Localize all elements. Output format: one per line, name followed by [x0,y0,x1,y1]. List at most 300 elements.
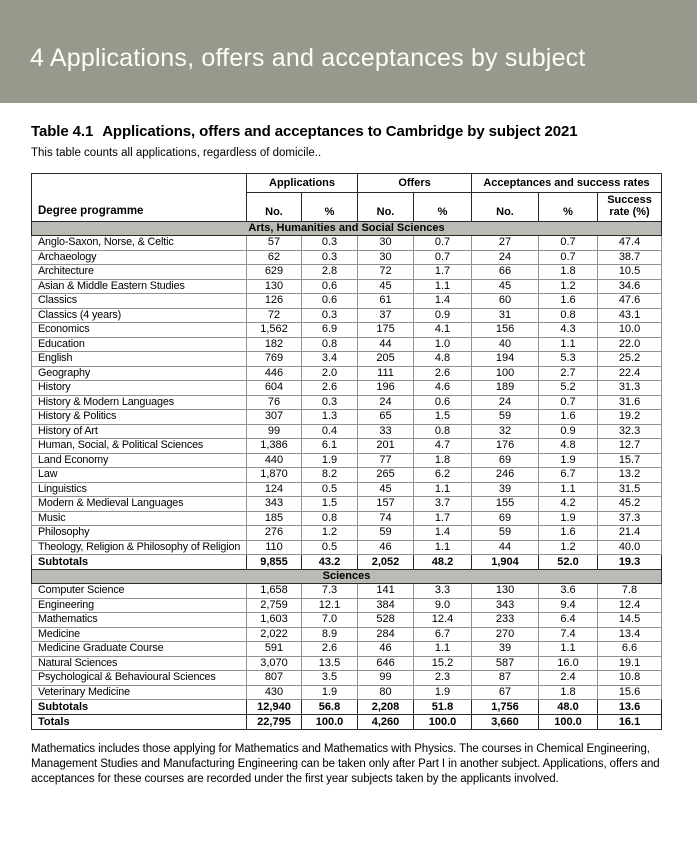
value-cell: 1,756 [472,700,539,715]
degree-programme-cell: Engineering [32,598,247,613]
value-cell: 196 [358,381,414,396]
value-cell: 8.9 [302,627,358,642]
degree-programme-cell: Human, Social, & Political Sciences [32,439,247,454]
value-cell: 2.0 [302,366,358,381]
value-cell: 0.9 [414,308,472,323]
section-title: Arts, Humanities and Social Sciences [32,222,662,236]
col-header-success-rate: Success rate (%) [598,193,662,222]
value-cell: 6.2 [414,468,472,483]
col-header-applications-no: No. [247,193,302,222]
value-cell: 9,855 [247,555,302,570]
value-cell: 60 [472,294,539,309]
value-cell: 126 [247,294,302,309]
value-cell: 57 [247,236,302,251]
value-cell: 43.2 [302,555,358,570]
page-banner [0,0,697,103]
value-cell: 69 [472,511,539,526]
value-cell: 1.9 [539,453,598,468]
value-cell: 13.6 [598,700,662,715]
table-row [32,395,662,410]
value-cell: 0.7 [539,236,598,251]
value-cell: 0.3 [302,236,358,251]
value-cell: 0.3 [302,308,358,323]
value-cell: 6.7 [414,627,472,642]
value-cell: 7.3 [302,584,358,599]
value-cell: 141 [358,584,414,599]
value-cell: 0.9 [539,424,598,439]
value-cell: 4.7 [414,439,472,454]
value-cell: 3.6 [539,584,598,599]
value-cell: 604 [247,381,302,396]
subtotal-row [32,555,662,570]
value-cell: 2.6 [302,381,358,396]
value-cell: 1.8 [539,265,598,280]
value-cell: 233 [472,613,539,628]
table-row [32,497,662,512]
value-cell: 4.1 [414,323,472,338]
degree-programme-cell: Classics [32,294,247,309]
degree-programme-cell: History & Modern Languages [32,395,247,410]
value-cell: 30 [358,250,414,265]
value-cell: 1,562 [247,323,302,338]
value-cell: 2.7 [539,366,598,381]
table-row [32,308,662,323]
value-cell: 7.4 [539,627,598,642]
value-cell: 1,386 [247,439,302,454]
value-cell: 528 [358,613,414,628]
value-cell: 0.5 [302,540,358,555]
value-cell: 155 [472,497,539,512]
value-cell: 66 [472,265,539,280]
table-title [31,123,697,140]
value-cell: 22.4 [598,366,662,381]
table-row [32,685,662,700]
table-title-text: Applications, offers and acceptances to Cambridge by subject 2021 [102,123,578,140]
value-cell: 100.0 [414,715,472,730]
table-row [32,540,662,555]
table-row [32,366,662,381]
degree-programme-cell: History [32,381,247,396]
table-row [32,352,662,367]
value-cell: 1,603 [247,613,302,628]
value-cell: 343 [472,598,539,613]
value-cell: 1,658 [247,584,302,599]
value-cell: 22,795 [247,715,302,730]
value-cell: 30 [358,236,414,251]
degree-programme-cell: Linguistics [32,482,247,497]
value-cell: 24 [358,395,414,410]
value-cell: 2,208 [358,700,414,715]
degree-programme-cell: Medicine [32,627,247,642]
value-cell: 0.8 [539,308,598,323]
value-cell: 156 [472,323,539,338]
value-cell: 1.2 [302,526,358,541]
table-row [32,337,662,352]
table-row [32,236,662,251]
value-cell: 124 [247,482,302,497]
value-cell: 31 [472,308,539,323]
degree-programme-cell: Natural Sciences [32,656,247,671]
value-cell: 9.0 [414,598,472,613]
value-cell: 1.4 [414,294,472,309]
value-cell: 175 [358,323,414,338]
value-cell: 33 [358,424,414,439]
acceptances-group-header: Acceptances and success rates [472,174,662,193]
value-cell: 0.3 [302,250,358,265]
degree-programme-cell: History of Art [32,424,247,439]
value-cell: 1.6 [539,410,598,425]
value-cell: 0.5 [302,482,358,497]
value-cell: 31.3 [598,381,662,396]
value-cell: 31.6 [598,395,662,410]
value-cell: 1.5 [302,497,358,512]
value-cell: 646 [358,656,414,671]
value-cell: 185 [247,511,302,526]
value-cell: 1.1 [539,642,598,657]
value-cell: 0.8 [302,511,358,526]
value-cell: 0.6 [414,395,472,410]
value-cell: 4.6 [414,381,472,396]
value-cell: 10.0 [598,323,662,338]
value-cell: 14.5 [598,613,662,628]
value-cell: 1.6 [539,526,598,541]
table-row [32,381,662,396]
value-cell: 1.1 [414,279,472,294]
degree-programme-cell: Economics [32,323,247,338]
value-cell: 6.4 [539,613,598,628]
value-cell: 47.6 [598,294,662,309]
value-cell: 1.1 [539,482,598,497]
value-cell: 46 [358,540,414,555]
value-cell: 19.1 [598,656,662,671]
value-cell: 39 [472,482,539,497]
degree-programme-cell: Modern & Medieval Languages [32,497,247,512]
value-cell: 0.6 [302,279,358,294]
value-cell: 201 [358,439,414,454]
value-cell: 12,940 [247,700,302,715]
value-cell: 1.8 [539,685,598,700]
value-cell: 43.1 [598,308,662,323]
value-cell: 6.1 [302,439,358,454]
value-cell: 100.0 [539,715,598,730]
value-cell: 0.7 [414,250,472,265]
totals-row [32,715,662,730]
value-cell: 44 [358,337,414,352]
value-cell: 1.9 [302,685,358,700]
value-cell: 194 [472,352,539,367]
value-cell: 48.2 [414,555,472,570]
table-header [32,174,662,222]
footnote: Mathematics includes those applying for Mathematics and Mathematics with Physics. The courses in Chemical Engineering, Management Studies and Manufacturing Engineering can be taken only after Part I in another subject. Applications, offers and acceptances for these courses are recorded under the first year subjects taken by the applicants involved. [31,743,660,785]
section-header-row [32,570,662,584]
value-cell: 384 [358,598,414,613]
value-cell: 2.3 [414,671,472,686]
value-cell: 343 [247,497,302,512]
value-cell: 45 [358,482,414,497]
degree-programme-cell: Veterinary Medicine [32,685,247,700]
value-cell: 3.3 [414,584,472,599]
value-cell: 21.4 [598,526,662,541]
table-row [32,424,662,439]
value-cell: 1.5 [414,410,472,425]
value-cell: 5.2 [539,381,598,396]
value-cell: 1.3 [302,410,358,425]
value-cell: 69 [472,453,539,468]
value-cell: 19.3 [598,555,662,570]
applications-table [31,173,662,730]
degree-programme-cell: Geography [32,366,247,381]
col-header-offers-pct: % [414,193,472,222]
value-cell: 3,660 [472,715,539,730]
value-cell: 1.1 [414,642,472,657]
value-cell: 2,759 [247,598,302,613]
value-cell: 74 [358,511,414,526]
value-cell: 4,260 [358,715,414,730]
degree-programme-header: Degree programme [32,174,247,222]
table-row [32,511,662,526]
value-cell: 24 [472,395,539,410]
table-row [32,439,662,454]
value-cell: 24 [472,250,539,265]
value-cell: 2,052 [358,555,414,570]
value-cell: 6.6 [598,642,662,657]
value-cell: 38.7 [598,250,662,265]
degree-programme-cell: Subtotals [32,555,247,570]
value-cell: 40 [472,337,539,352]
value-cell: 37.3 [598,511,662,526]
value-cell: 5.3 [539,352,598,367]
col-header-acceptances-pct: % [539,193,598,222]
table-row [32,642,662,657]
value-cell: 40.0 [598,540,662,555]
value-cell: 2.8 [302,265,358,280]
degree-programme-cell: Medicine Graduate Course [32,642,247,657]
value-cell: 16.0 [539,656,598,671]
value-cell: 7.0 [302,613,358,628]
value-cell: 1.8 [414,453,472,468]
value-cell: 3,070 [247,656,302,671]
value-cell: 157 [358,497,414,512]
value-cell: 62 [247,250,302,265]
degree-programme-cell: Education [32,337,247,352]
value-cell: 1.1 [414,540,472,555]
degree-programme-cell: Architecture [32,265,247,280]
value-cell: 4.3 [539,323,598,338]
value-cell: 13.2 [598,468,662,483]
value-cell: 99 [247,424,302,439]
value-cell: 13.5 [302,656,358,671]
section-header-row [32,222,662,236]
value-cell: 176 [472,439,539,454]
value-cell: 19.2 [598,410,662,425]
value-cell: 99 [358,671,414,686]
page-title: 4 Applications, offers and acceptances by subject [30,44,586,72]
value-cell: 0.8 [414,424,472,439]
value-cell: 15.7 [598,453,662,468]
degree-programme-cell: English [32,352,247,367]
value-cell: 9.4 [539,598,598,613]
value-cell: 246 [472,468,539,483]
value-cell: 45.2 [598,497,662,512]
degree-programme-cell: Theology, Religion & Philosophy of Religion [32,540,247,555]
value-cell: 0.4 [302,424,358,439]
value-cell: 587 [472,656,539,671]
value-cell: 100 [472,366,539,381]
table-row [32,410,662,425]
col-header-applications-pct: % [302,193,358,222]
value-cell: 65 [358,410,414,425]
value-cell: 0.3 [302,395,358,410]
value-cell: 2.4 [539,671,598,686]
value-cell: 189 [472,381,539,396]
value-cell: 430 [247,685,302,700]
value-cell: 205 [358,352,414,367]
value-cell: 37 [358,308,414,323]
table-row [32,656,662,671]
value-cell: 0.7 [414,236,472,251]
value-cell: 56.8 [302,700,358,715]
value-cell: 6.7 [539,468,598,483]
table-row [32,598,662,613]
value-cell: 47.4 [598,236,662,251]
applications-group-header: Applications [247,174,358,193]
value-cell: 27 [472,236,539,251]
value-cell: 2.6 [302,642,358,657]
value-cell: 25.2 [598,352,662,367]
value-cell: 1.6 [539,294,598,309]
value-cell: 87 [472,671,539,686]
table-row [32,671,662,686]
value-cell: 80 [358,685,414,700]
value-cell: 72 [247,308,302,323]
table-row [32,250,662,265]
value-cell: 446 [247,366,302,381]
value-cell: 34.6 [598,279,662,294]
value-cell: 3.4 [302,352,358,367]
value-cell: 1.4 [414,526,472,541]
table-number: Table 4.1 [31,123,94,140]
degree-programme-cell: Psychological & Behavioural Sciences [32,671,247,686]
value-cell: 3.5 [302,671,358,686]
value-cell: 100.0 [302,715,358,730]
value-cell: 32 [472,424,539,439]
value-cell: 1.1 [414,482,472,497]
value-cell: 4.2 [539,497,598,512]
value-cell: 0.7 [539,395,598,410]
value-cell: 32.3 [598,424,662,439]
value-cell: 2,022 [247,627,302,642]
value-cell: 1.1 [539,337,598,352]
value-cell: 13.4 [598,627,662,642]
col-header-offers-no: No. [358,193,414,222]
table-row [32,279,662,294]
value-cell: 12.4 [414,613,472,628]
table-row [32,526,662,541]
value-cell: 6.9 [302,323,358,338]
value-cell: 12.7 [598,439,662,454]
value-cell: 591 [247,642,302,657]
value-cell: 440 [247,453,302,468]
value-cell: 111 [358,366,414,381]
value-cell: 59 [472,526,539,541]
degree-programme-cell: Anglo-Saxon, Norse, & Celtic [32,236,247,251]
value-cell: 130 [247,279,302,294]
page-content [0,103,697,787]
value-cell: 61 [358,294,414,309]
value-cell: 1.7 [414,511,472,526]
value-cell: 4.8 [539,439,598,454]
value-cell: 307 [247,410,302,425]
value-cell: 12.1 [302,598,358,613]
table-row [32,468,662,483]
value-cell: 22.0 [598,337,662,352]
table-row [32,453,662,468]
degree-programme-cell: Mathematics [32,613,247,628]
degree-programme-cell: Totals [32,715,247,730]
degree-programme-cell: Computer Science [32,584,247,599]
value-cell: 52.0 [539,555,598,570]
value-cell: 284 [358,627,414,642]
value-cell: 110 [247,540,302,555]
degree-programme-cell: Law [32,468,247,483]
degree-programme-cell: Subtotals [32,700,247,715]
value-cell: 1.0 [414,337,472,352]
value-cell: 16.1 [598,715,662,730]
value-cell: 77 [358,453,414,468]
degree-programme-cell: Asian & Middle Eastern Studies [32,279,247,294]
table-row [32,613,662,628]
value-cell: 31.5 [598,482,662,497]
value-cell: 182 [247,337,302,352]
value-cell: 1.2 [539,540,598,555]
value-cell: 3.7 [414,497,472,512]
value-cell: 1.9 [302,453,358,468]
value-cell: 39 [472,642,539,657]
degree-programme-cell: Music [32,511,247,526]
value-cell: 1,904 [472,555,539,570]
table-row [32,265,662,280]
value-cell: 51.8 [414,700,472,715]
table-row [32,323,662,338]
table-row [32,294,662,309]
degree-programme-cell: Philosophy [32,526,247,541]
table-row [32,584,662,599]
degree-programme-cell: Land Economy [32,453,247,468]
value-cell: 1.9 [539,511,598,526]
value-cell: 0.7 [539,250,598,265]
offers-group-header: Offers [358,174,472,193]
value-cell: 629 [247,265,302,280]
subtotal-row [32,700,662,715]
value-cell: 15.6 [598,685,662,700]
degree-programme-cell: Archaeology [32,250,247,265]
degree-programme-cell: Classics (4 years) [32,308,247,323]
value-cell: 59 [472,410,539,425]
value-cell: 48.0 [539,700,598,715]
value-cell: 130 [472,584,539,599]
value-cell: 67 [472,685,539,700]
value-cell: 2.6 [414,366,472,381]
value-cell: 1.7 [414,265,472,280]
value-cell: 45 [358,279,414,294]
value-cell: 0.6 [302,294,358,309]
value-cell: 12.4 [598,598,662,613]
value-cell: 10.8 [598,671,662,686]
value-cell: 270 [472,627,539,642]
section-title: Sciences [32,570,662,584]
value-cell: 769 [247,352,302,367]
value-cell: 276 [247,526,302,541]
